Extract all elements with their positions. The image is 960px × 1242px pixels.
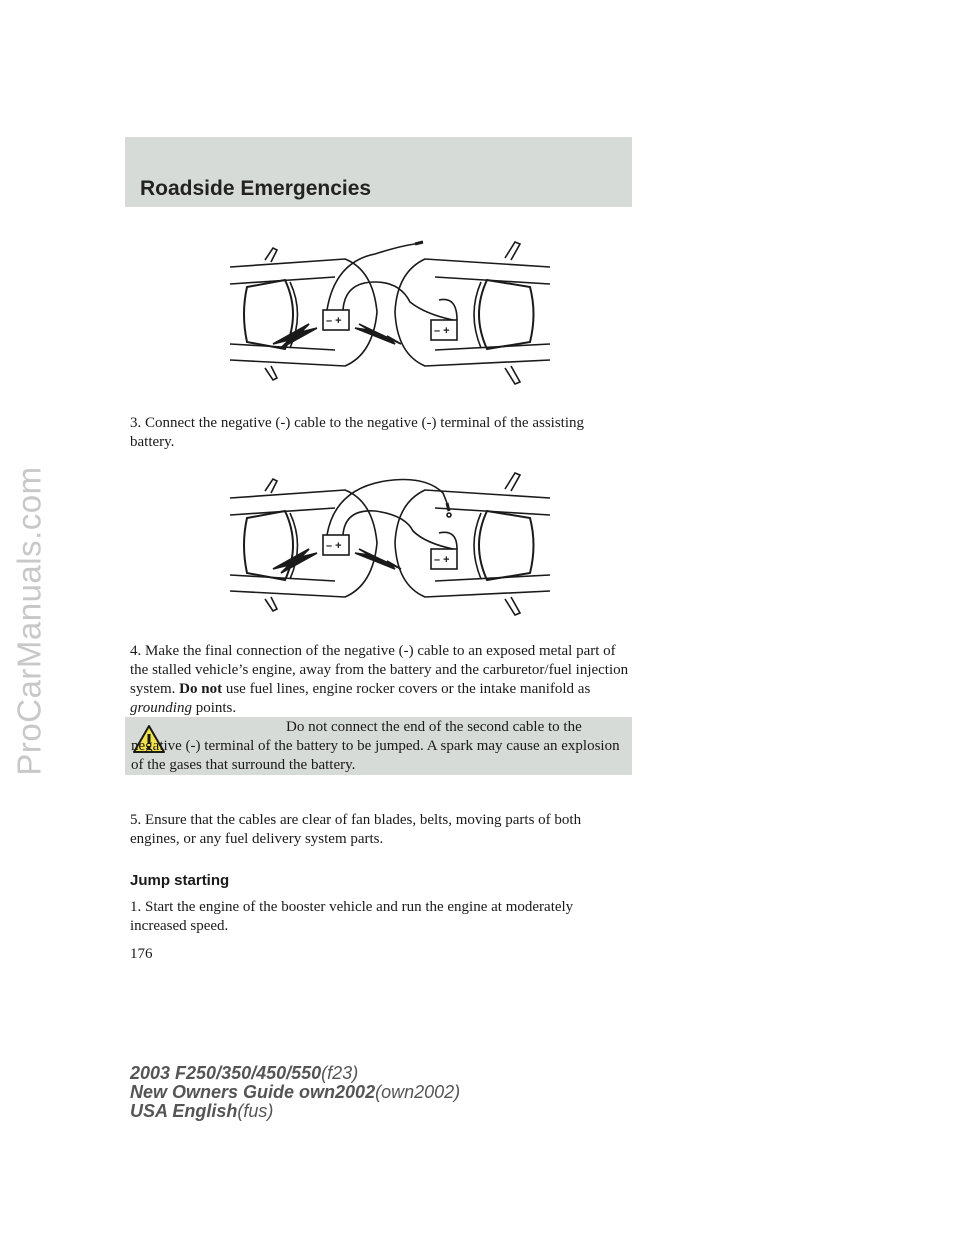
document-footer — [130, 1064, 460, 1121]
warning-box — [125, 717, 632, 775]
step-4-text — [130, 642, 630, 718]
step-4-part: 4. Make the final connection of the negative (-) cable to an exposed metal part of the stalled vehicle’s engine, away from the battery and the carburetor/fuel injection system. — [130, 643, 629, 697]
warning-message: Do not connect the end of the second cable to the negative (-) terminal of the battery to be jumped. A spark may cause an explosion of the gases that surround the battery. — [131, 719, 620, 773]
section-title: Roadside Emergencies — [140, 177, 372, 200]
footer-line — [130, 1064, 460, 1083]
step-5-text: 5. Ensure that the cables are clear of fan blades, belts, moving parts of both engines, or any fuel delivery system parts. — [130, 812, 582, 847]
jump-starting-heading: Jump starting — [130, 872, 230, 889]
battery-terminal-label: – + — [434, 554, 450, 566]
step-4-part: points. — [191, 700, 237, 716]
step-4-part: use fuel lines, engine rocker covers or the intake manifold as — [222, 681, 591, 697]
battery-terminal-label: – + — [434, 325, 450, 337]
watermark — [4, 0, 56, 1242]
jumper-cable-diagram-1 — [225, 232, 555, 397]
footer-model: 2003 F250/350/450/550 — [130, 1063, 322, 1083]
jumper-cable-diagram-2 — [225, 463, 555, 628]
section-header — [125, 137, 632, 207]
step-3-text: 3. Connect the negative (-) cable to the negative (-) terminal of the assisting battery. — [130, 415, 585, 450]
step-4-term: grounding — [130, 700, 192, 716]
warning-text — [131, 718, 626, 775]
footer-line — [130, 1083, 460, 1102]
footer-code: (fus) — [237, 1101, 274, 1121]
battery-terminal-label: – + — [326, 540, 342, 552]
watermark-text: ProCarManuals.com — [11, 466, 48, 776]
footer-guide: New Owners Guide own2002 — [130, 1082, 376, 1102]
page-number: 176 — [130, 946, 153, 962]
jump-step-1-text: 1. Start the engine of the booster vehicle and run the engine at moderately increased speed. — [130, 899, 574, 934]
step-4-emphasis: Do not — [179, 681, 223, 697]
battery-terminal-label: – + — [326, 315, 342, 327]
footer-code: (own2002) — [375, 1082, 461, 1102]
footer-line — [130, 1102, 460, 1121]
footer-language: USA English — [130, 1101, 238, 1121]
footer-code: (f23) — [321, 1063, 359, 1083]
